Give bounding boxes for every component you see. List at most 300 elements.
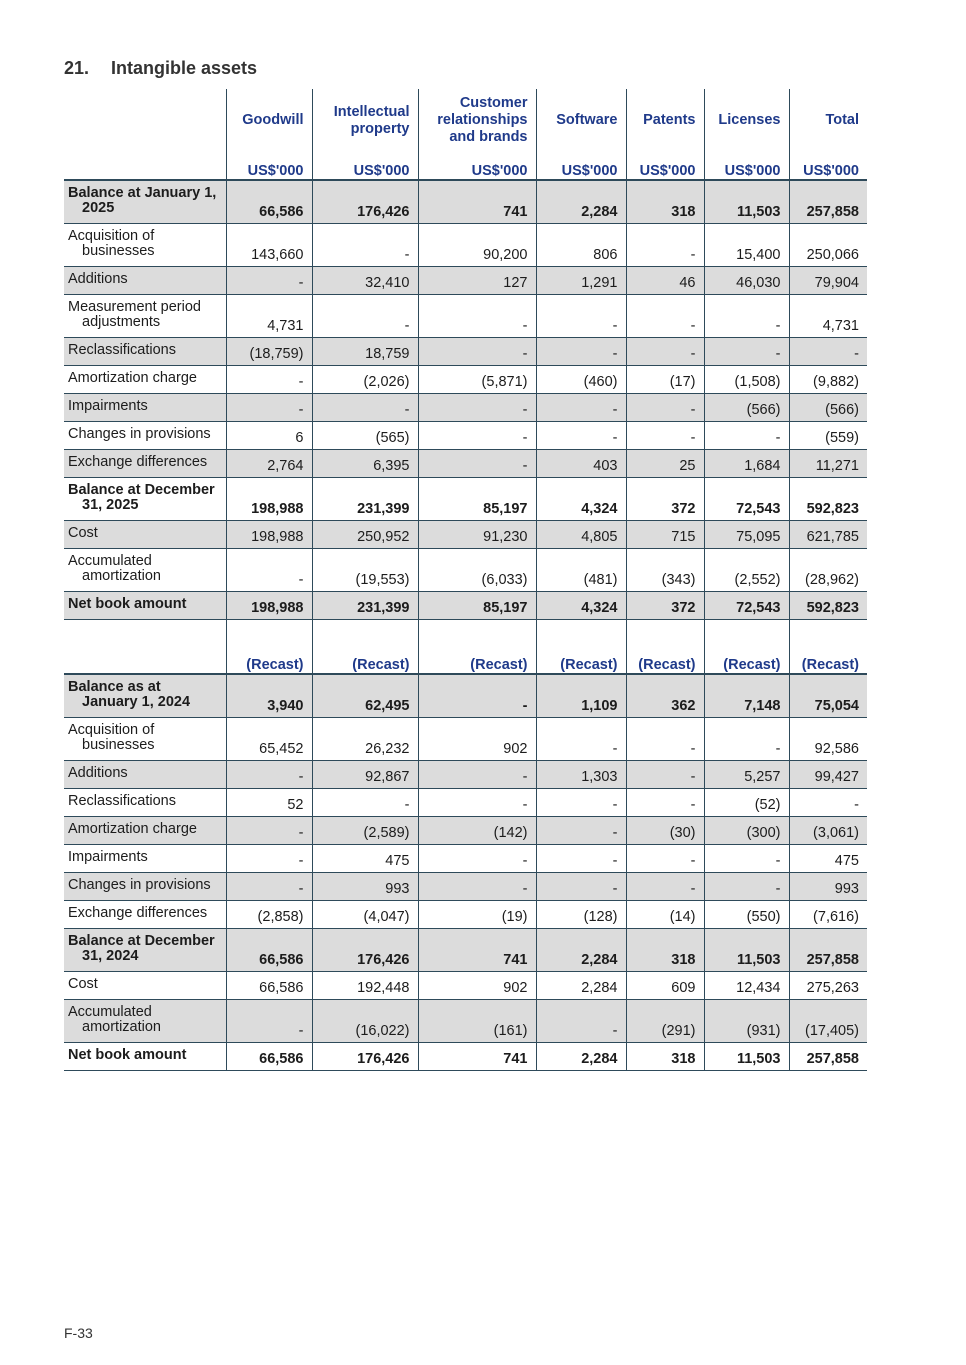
value-cell-customer-relationships: 902: [418, 971, 536, 999]
row-label: [64, 760, 226, 788]
row-label-line1: Additions: [68, 764, 128, 781]
row-label: [64, 223, 226, 266]
value-cell-software: 4,324: [536, 591, 626, 619]
value-cell-intellectual-property: 32,410: [312, 266, 418, 294]
value-cell-patents: (343): [626, 548, 704, 591]
value-cell-patents: -: [626, 788, 704, 816]
value-cell-customer-relationships: -: [418, 337, 536, 365]
value-cell-licenses: -: [704, 421, 789, 449]
value-cell-licenses: (52): [704, 788, 789, 816]
column-header-software: [536, 89, 626, 152]
row-label-line1: Reclassifications: [68, 341, 176, 358]
spacer-cell: [789, 619, 867, 647]
units-cell: US$'000: [626, 152, 704, 180]
section-number: 21.: [64, 58, 90, 78]
value-cell-patents: (291): [626, 999, 704, 1042]
value-cell-intellectual-property: 250,952: [312, 520, 418, 548]
row-label: [64, 337, 226, 365]
value-cell-customer-relationships: 91,230: [418, 520, 536, 548]
value-cell-total: 621,785: [789, 520, 867, 548]
value-cell-software: 2,284: [536, 971, 626, 999]
value-cell-licenses: (300): [704, 816, 789, 844]
spacer-cell: [312, 619, 418, 647]
value-cell-total: (28,962): [789, 548, 867, 591]
value-cell-customer-relationships: 741: [418, 1042, 536, 1070]
value-cell-intellectual-property: -: [312, 393, 418, 421]
row-label: [64, 971, 226, 999]
row-label-line1: Reclassifications: [68, 792, 176, 809]
table-row: [64, 421, 867, 449]
value-cell-customer-relationships: -: [418, 674, 536, 717]
value-cell-goodwill: 66,586: [226, 180, 312, 223]
table-row: [64, 760, 867, 788]
recast-cell: (Recast): [704, 647, 789, 674]
column-header-line: Patents: [643, 112, 696, 128]
value-cell-goodwill: 198,988: [226, 520, 312, 548]
value-cell-software: 2,284: [536, 928, 626, 971]
value-cell-customer-relationships: 90,200: [418, 223, 536, 266]
table-row: [64, 266, 867, 294]
value-cell-licenses: 15,400: [704, 223, 789, 266]
value-cell-customer-relationships: 902: [418, 717, 536, 760]
row-label-line2: 31, 2024: [82, 947, 139, 964]
value-cell-licenses: 12,434: [704, 971, 789, 999]
row-label-line1: Balance at December: [68, 481, 215, 498]
value-cell-customer-relationships: 741: [418, 928, 536, 971]
value-cell-licenses: -: [704, 294, 789, 337]
column-header-line: Customer: [459, 95, 528, 111]
value-cell-patents: 318: [626, 1042, 704, 1070]
column-header-line: Software: [556, 112, 618, 128]
value-cell-patents: 46: [626, 266, 704, 294]
value-cell-total: 11,271: [789, 449, 867, 477]
value-cell-customer-relationships: (5,871): [418, 365, 536, 393]
table-row: [64, 548, 867, 591]
table-row: [64, 449, 867, 477]
row-label: [64, 900, 226, 928]
row-label: [64, 365, 226, 393]
units-cell: US$'000: [536, 152, 626, 180]
units-row: [64, 152, 867, 180]
value-cell-total: 275,263: [789, 971, 867, 999]
value-cell-licenses: 1,684: [704, 449, 789, 477]
value-cell-intellectual-property: (19,553): [312, 548, 418, 591]
value-cell-licenses: 11,503: [704, 928, 789, 971]
table-row: [64, 477, 867, 520]
value-cell-goodwill: 6: [226, 421, 312, 449]
value-cell-licenses: -: [704, 844, 789, 872]
spacer-cell: [418, 619, 536, 647]
table-row: [64, 928, 867, 971]
value-cell-software: 403: [536, 449, 626, 477]
row-label-line1: Balance as at: [68, 679, 161, 695]
value-cell-licenses: (566): [704, 393, 789, 421]
value-cell-intellectual-property: 62,495: [312, 674, 418, 717]
value-cell-total: (9,882): [789, 365, 867, 393]
recast-cell: (Recast): [626, 647, 704, 674]
page-number: F-33: [64, 1325, 93, 1341]
table-row: [64, 872, 867, 900]
value-cell-goodwill: -: [226, 393, 312, 421]
column-header-line: Total: [825, 112, 859, 128]
column-header-line: and brands: [449, 129, 528, 145]
value-cell-customer-relationships: (6,033): [418, 548, 536, 591]
spacer-cell: [536, 619, 626, 647]
value-cell-licenses: 7,148: [704, 674, 789, 717]
value-cell-software: 2,284: [536, 1042, 626, 1070]
value-cell-intellectual-property: (565): [312, 421, 418, 449]
value-cell-customer-relationships: -: [418, 872, 536, 900]
value-cell-customer-relationships: (142): [418, 816, 536, 844]
row-label: [64, 477, 226, 520]
section-title: Intangible assets: [111, 58, 258, 78]
value-cell-intellectual-property: -: [312, 294, 418, 337]
value-cell-intellectual-property: 192,448: [312, 971, 418, 999]
value-cell-software: -: [536, 294, 626, 337]
column-header-goodwill: [226, 89, 312, 152]
value-cell-goodwill: -: [226, 816, 312, 844]
row-label-line1: Impairments: [68, 397, 148, 414]
value-cell-software: -: [536, 999, 626, 1042]
row-label-line1: Exchange differences: [68, 904, 208, 921]
recast-cell: (Recast): [418, 647, 536, 674]
column-header-row: [64, 89, 867, 152]
row-label-line1: Changes in provisions: [68, 876, 211, 893]
value-cell-software: 1,291: [536, 266, 626, 294]
value-cell-customer-relationships: -: [418, 421, 536, 449]
value-cell-patents: -: [626, 337, 704, 365]
value-cell-intellectual-property: 18,759: [312, 337, 418, 365]
row-label: [64, 1042, 226, 1070]
value-cell-patents: 715: [626, 520, 704, 548]
table-row: [64, 337, 867, 365]
table-row: [64, 180, 867, 223]
value-cell-licenses: -: [704, 872, 789, 900]
row-label: [64, 180, 226, 223]
table-row: [64, 674, 867, 717]
row-label: [64, 421, 226, 449]
table-row: [64, 223, 867, 266]
value-cell-customer-relationships: 127: [418, 266, 536, 294]
value-cell-licenses: 5,257: [704, 760, 789, 788]
column-header-line: Intellectual: [333, 103, 410, 120]
value-cell-patents: -: [626, 717, 704, 760]
row-label-line1: Cost: [68, 975, 98, 992]
value-cell-customer-relationships: -: [418, 788, 536, 816]
table-row: [64, 294, 867, 337]
value-cell-patents: 362: [626, 674, 704, 717]
row-label-line2: amortization: [82, 1018, 161, 1035]
value-cell-goodwill: 66,586: [226, 928, 312, 971]
value-cell-software: (460): [536, 365, 626, 393]
value-cell-patents: 372: [626, 591, 704, 619]
value-cell-licenses: (550): [704, 900, 789, 928]
value-cell-software: 1,109: [536, 674, 626, 717]
row-label: [64, 844, 226, 872]
row-label-line1: Acquisition of: [68, 227, 155, 244]
row-label-line2: 31, 2025: [82, 496, 139, 513]
row-label-line1: Measurement period: [68, 298, 201, 315]
value-cell-patents: 318: [626, 180, 704, 223]
value-cell-goodwill: -: [226, 999, 312, 1042]
value-cell-goodwill: 2,764: [226, 449, 312, 477]
value-cell-intellectual-property: -: [312, 223, 418, 266]
row-label-line2: January 1, 2024: [82, 694, 191, 710]
column-header-total: [789, 89, 867, 152]
value-cell-goodwill: 52: [226, 788, 312, 816]
value-cell-patents: (14): [626, 900, 704, 928]
value-cell-goodwill: 198,988: [226, 591, 312, 619]
value-cell-total: 257,858: [789, 180, 867, 223]
value-cell-total: 592,823: [789, 477, 867, 520]
value-cell-intellectual-property: 92,867: [312, 760, 418, 788]
value-cell-total: 250,066: [789, 223, 867, 266]
value-cell-patents: (30): [626, 816, 704, 844]
value-cell-intellectual-property: -: [312, 788, 418, 816]
value-cell-goodwill: 4,731: [226, 294, 312, 337]
value-cell-total: 257,858: [789, 1042, 867, 1070]
row-label-line1: Balance at January 1,: [68, 185, 217, 201]
value-cell-patents: (17): [626, 365, 704, 393]
value-cell-software: 806: [536, 223, 626, 266]
row-label: [64, 928, 226, 971]
value-cell-licenses: (2,552): [704, 548, 789, 591]
value-cell-licenses: 11,503: [704, 1042, 789, 1070]
value-cell-goodwill: -: [226, 760, 312, 788]
value-cell-patents: 372: [626, 477, 704, 520]
value-cell-customer-relationships: -: [418, 393, 536, 421]
value-cell-total: 79,904: [789, 266, 867, 294]
value-cell-software: -: [536, 393, 626, 421]
value-cell-patents: -: [626, 294, 704, 337]
value-cell-intellectual-property: 176,426: [312, 1042, 418, 1070]
value-cell-software: 2,284: [536, 180, 626, 223]
value-cell-customer-relationships: -: [418, 294, 536, 337]
value-cell-software: -: [536, 872, 626, 900]
row-label-line1: Accumulated: [68, 552, 152, 569]
value-cell-customer-relationships: 85,197: [418, 591, 536, 619]
row-label-line1: Amortization charge: [68, 820, 197, 837]
column-header-line: Goodwill: [242, 112, 304, 128]
value-cell-customer-relationships: 741: [418, 180, 536, 223]
value-cell-software: -: [536, 717, 626, 760]
value-cell-goodwill: 66,586: [226, 971, 312, 999]
value-cell-goodwill: 65,452: [226, 717, 312, 760]
table-row: [64, 717, 867, 760]
spacer-cell: [226, 619, 312, 647]
value-cell-total: 4,731: [789, 294, 867, 337]
value-cell-total: -: [789, 337, 867, 365]
row-label-line1: Net book amount: [68, 595, 187, 612]
table-row: [64, 393, 867, 421]
recast-cell: (Recast): [789, 647, 867, 674]
value-cell-patents: -: [626, 223, 704, 266]
table-row: [64, 900, 867, 928]
row-label-line1: Changes in provisions: [68, 425, 211, 442]
table-row: [64, 591, 867, 619]
value-cell-licenses: (1,508): [704, 365, 789, 393]
table-row: [64, 999, 867, 1042]
value-cell-patents: -: [626, 760, 704, 788]
row-label: [64, 393, 226, 421]
value-cell-licenses: 72,543: [704, 477, 789, 520]
units-cell: US$'000: [789, 152, 867, 180]
units-cell: US$'000: [226, 152, 312, 180]
value-cell-software: -: [536, 421, 626, 449]
recast-cell: (Recast): [312, 647, 418, 674]
row-label-line1: Exchange differences: [68, 453, 208, 470]
value-cell-total: 99,427: [789, 760, 867, 788]
row-label-line1: Balance at December: [68, 932, 215, 949]
spacer-cell: [64, 619, 226, 647]
value-cell-goodwill: -: [226, 872, 312, 900]
recast-blank-cell: [64, 647, 226, 674]
section-heading: [64, 58, 257, 79]
row-label-line1: Additions: [68, 270, 128, 287]
value-cell-total: (566): [789, 393, 867, 421]
row-label-line1: Amortization charge: [68, 369, 197, 386]
table-row: [64, 788, 867, 816]
value-cell-licenses: 75,095: [704, 520, 789, 548]
row-label-line1: Accumulated: [68, 1003, 152, 1020]
column-header-customer-relationships: [418, 89, 536, 152]
units-cell: US$'000: [312, 152, 418, 180]
value-cell-patents: 609: [626, 971, 704, 999]
value-cell-patents: 25: [626, 449, 704, 477]
table-row: [64, 844, 867, 872]
value-cell-total: (7,616): [789, 900, 867, 928]
value-cell-goodwill: 143,660: [226, 223, 312, 266]
row-label-line1: Impairments: [68, 848, 148, 865]
recast-row: [64, 647, 867, 674]
value-cell-intellectual-property: 26,232: [312, 717, 418, 760]
column-header-patents: [626, 89, 704, 152]
row-label: [64, 788, 226, 816]
value-cell-goodwill: -: [226, 266, 312, 294]
units-cell: US$'000: [704, 152, 789, 180]
value-cell-patents: -: [626, 872, 704, 900]
value-cell-goodwill: -: [226, 844, 312, 872]
value-cell-software: -: [536, 337, 626, 365]
value-cell-intellectual-property: 176,426: [312, 180, 418, 223]
row-label-line1: Net book amount: [68, 1046, 187, 1063]
value-cell-patents: 318: [626, 928, 704, 971]
value-cell-total: 75,054: [789, 674, 867, 717]
value-cell-customer-relationships: -: [418, 844, 536, 872]
value-cell-licenses: 11,503: [704, 180, 789, 223]
value-cell-software: (128): [536, 900, 626, 928]
value-cell-total: 257,858: [789, 928, 867, 971]
value-cell-customer-relationships: -: [418, 760, 536, 788]
column-header-line: property: [350, 120, 410, 137]
value-cell-intellectual-property: 993: [312, 872, 418, 900]
row-label-line1: Acquisition of: [68, 721, 155, 738]
value-cell-total: -: [789, 788, 867, 816]
recast-cell: (Recast): [536, 647, 626, 674]
table-row: [64, 365, 867, 393]
value-cell-patents: -: [626, 393, 704, 421]
header-blank-cell: [64, 89, 226, 152]
value-cell-goodwill: (2,858): [226, 900, 312, 928]
value-cell-patents: -: [626, 844, 704, 872]
row-label: [64, 449, 226, 477]
value-cell-licenses: -: [704, 337, 789, 365]
column-header-licenses: [704, 89, 789, 152]
column-header-line: relationships: [437, 112, 528, 128]
row-label: [64, 674, 226, 717]
value-cell-customer-relationships: (161): [418, 999, 536, 1042]
row-label-line2: 2025: [82, 200, 115, 216]
row-label: [64, 548, 226, 591]
value-cell-intellectual-property: 6,395: [312, 449, 418, 477]
value-cell-goodwill: -: [226, 365, 312, 393]
value-cell-goodwill: 198,988: [226, 477, 312, 520]
row-label: [64, 999, 226, 1042]
row-label: [64, 266, 226, 294]
recast-cell: (Recast): [226, 647, 312, 674]
value-cell-total: (3,061): [789, 816, 867, 844]
value-cell-customer-relationships: (19): [418, 900, 536, 928]
value-cell-licenses: 46,030: [704, 266, 789, 294]
column-header-intellectual-property: [312, 89, 418, 152]
row-label: [64, 520, 226, 548]
value-cell-intellectual-property: 176,426: [312, 928, 418, 971]
value-cell-goodwill: -: [226, 548, 312, 591]
value-cell-software: 4,324: [536, 477, 626, 520]
row-label-line2: amortization: [82, 567, 161, 584]
table-row: [64, 816, 867, 844]
value-cell-total: 475: [789, 844, 867, 872]
value-cell-total: 993: [789, 872, 867, 900]
value-cell-licenses: -: [704, 717, 789, 760]
value-cell-total: (17,405): [789, 999, 867, 1042]
value-cell-software: 4,805: [536, 520, 626, 548]
row-label: [64, 717, 226, 760]
value-cell-goodwill: 66,586: [226, 1042, 312, 1070]
value-cell-software: -: [536, 816, 626, 844]
row-label-line2: businesses: [82, 736, 155, 753]
units-cell: US$'000: [418, 152, 536, 180]
column-header-line: Licenses: [718, 112, 781, 128]
value-cell-intellectual-property: (4,047): [312, 900, 418, 928]
value-cell-software: 1,303: [536, 760, 626, 788]
spacer-row: [64, 619, 867, 647]
spacer-cell: [704, 619, 789, 647]
table-row: [64, 1042, 867, 1070]
value-cell-customer-relationships: -: [418, 449, 536, 477]
value-cell-total: (559): [789, 421, 867, 449]
table-row: [64, 971, 867, 999]
units-blank-cell: [64, 152, 226, 180]
row-label: [64, 294, 226, 337]
value-cell-intellectual-property: 231,399: [312, 477, 418, 520]
spacer-cell: [626, 619, 704, 647]
value-cell-software: -: [536, 844, 626, 872]
row-label: [64, 872, 226, 900]
value-cell-licenses: 72,543: [704, 591, 789, 619]
row-label: [64, 591, 226, 619]
value-cell-software: -: [536, 788, 626, 816]
row-label-line2: businesses: [82, 242, 155, 259]
value-cell-licenses: (931): [704, 999, 789, 1042]
value-cell-total: 92,586: [789, 717, 867, 760]
value-cell-intellectual-property: 475: [312, 844, 418, 872]
value-cell-goodwill: (18,759): [226, 337, 312, 365]
value-cell-patents: -: [626, 421, 704, 449]
row-label-line1: Cost: [68, 524, 98, 541]
value-cell-total: 592,823: [789, 591, 867, 619]
value-cell-software: (481): [536, 548, 626, 591]
